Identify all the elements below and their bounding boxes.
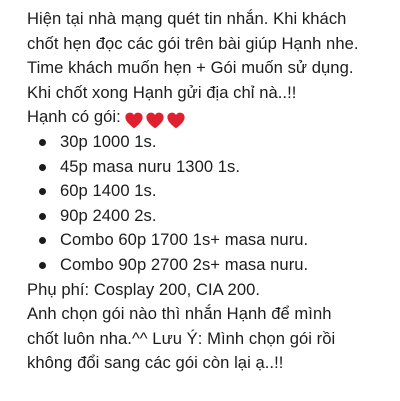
- package-text: 90p 2400 2s.: [60, 205, 157, 225]
- intro-line: Hiện tại nhà mạng quét tin nhắn. Khi khách: [27, 9, 347, 28]
- package-item: [27, 155, 400, 180]
- surcharge-line: Phụ phí: Cosplay 200, CIA 200.: [27, 279, 261, 299]
- outro-line: chốt luôn nha.^^ Lưu Ý: Mình chọn gói rồi: [27, 328, 336, 348]
- package-text: 30p 1000 1s.: [60, 131, 157, 151]
- intro-line: chốt hẹn đọc các gói trên bài giúp Hạnh nhe.: [27, 33, 359, 53]
- bullet-icon: [39, 164, 46, 171]
- heart-icon: [167, 112, 185, 129]
- package-item: [27, 204, 400, 229]
- bullet-icon: [39, 262, 46, 269]
- package-text: Combo 90p 2700 2s+ masa nuru.: [60, 254, 309, 274]
- packages-heading: [27, 105, 400, 130]
- packages-label: Hạnh có gói:: [27, 107, 121, 127]
- package-item: [27, 228, 400, 253]
- package-text: Combo 60p 1700 1s+ masa nuru.: [60, 230, 309, 250]
- package-text: 45p masa nuru 1300 1s.: [60, 156, 241, 176]
- package-list: [27, 130, 400, 278]
- intro-line: Khi chốt xong Hạnh gửi địa chỉ nà..!!: [27, 82, 297, 102]
- outro-line: không đổi sang các gói còn lại ạ..!!: [27, 353, 284, 373]
- bullet-icon: [39, 139, 46, 146]
- bullet-icon: [39, 213, 46, 220]
- bullet-icon: [39, 188, 46, 195]
- package-item: [27, 179, 400, 204]
- bullet-icon: [39, 237, 46, 244]
- heart-icon: [125, 112, 143, 129]
- package-text: 60p 1400 1s.: [60, 181, 157, 201]
- package-item: [27, 130, 400, 155]
- heart-icon: [146, 112, 164, 129]
- intro-line: Time khách muốn hẹn + Gói muốn sử dụng.: [27, 58, 354, 78]
- outro-line: Anh chọn gói nào thì nhắn Hạnh để mình: [27, 304, 332, 324]
- package-item: [27, 253, 400, 278]
